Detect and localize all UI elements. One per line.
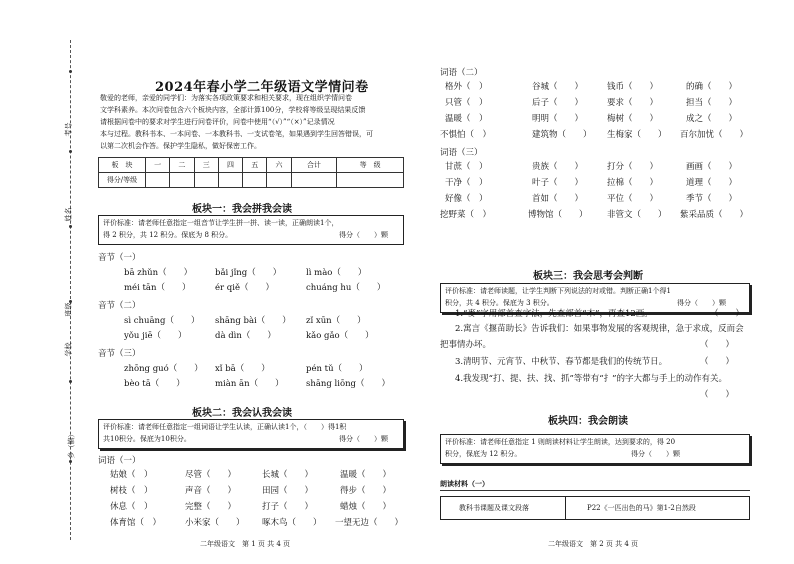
section4-score[interactable]: 得分（ ）颗 [631,450,680,458]
word-item[interactable]: 树枝（ ） [110,486,153,496]
section2-score[interactable]: 得分（ ）颗 [339,435,388,443]
judge-item: 2.寓言《揠苗助长》告诉我们：如果事物发展的客观规律，急于求成，反而会 [455,324,744,334]
word-item[interactable]: 谷城（ ） [532,82,584,92]
word-item[interactable]: 姑娘（ ） [110,470,153,480]
word-item[interactable]: 非管文（ ） [607,210,667,220]
judge-mark[interactable]: （ ） [710,309,745,319]
syllable-item[interactable]: dà dìn（ ） [215,331,276,341]
score-row-label: 得分/等级 [99,173,146,188]
score-header: 五 [243,158,267,173]
word-item[interactable]: 甘蔗（ ） [445,162,488,172]
word-item[interactable]: 后子（ ） [532,98,584,108]
word-item[interactable]: 建筑物（ ） [532,130,592,140]
word-item[interactable]: 画画（ ） [686,162,738,172]
words1-label: 词语（一） [98,456,141,466]
side-label-name: 姓名 [64,207,73,222]
section1-title: 板块一：我会拼我会读 [192,204,292,215]
intro-line: 以第二次机会作答。保护学生隐私，做好保密工作。 [100,142,261,150]
words3-label: 词语（三） [440,148,483,158]
word-item[interactable]: 休息（ ） [110,502,153,512]
reading-source: 教科书课题及课文段落 [459,504,529,512]
word-item[interactable]: 博物馆（ ） [528,210,588,220]
judge-mark[interactable]: （ ） [700,340,735,350]
judge-item-cont: 把事情办坏。 [440,340,492,350]
page-title: 2024年春小学二年级语文学情问卷 [155,80,369,95]
score-header: 板 块 [99,158,146,173]
word-item[interactable]: 叶子（ ） [532,178,584,188]
reading-divider [440,490,750,491]
side-label-school: 学校 [64,342,73,357]
score-header: 一 [146,158,170,173]
word-item[interactable]: 打子（ ） [262,502,314,512]
score-cell[interactable] [243,173,267,188]
judge-item: 4.我发现“打、提、扶、找、抓”等带有“扌”的字大都与手上的动作有关。 [455,374,727,384]
section2-criteria: 评价标准：请老师任意指定一组词语让学生认读，正确认读1个，（ ）得1积 [103,423,347,431]
syllable-item[interactable]: ér qiě（ ） [215,283,274,293]
syllable-label: 音节（一） [98,253,141,263]
word-item[interactable]: 紫采品质（ ） [680,210,749,220]
word-item[interactable]: 田园（ ） [262,486,314,496]
syllable-item[interactable]: xǐ bā（ ） [215,364,270,374]
score-cell[interactable] [337,173,404,188]
syllable-item[interactable]: bā zhǔn（ ） [124,268,193,278]
intro-line: 文学科素养。本次问卷包含六个板块内容，全部计算100分，学校将等级呈现结果反馈 [100,106,366,114]
section3-criteria-2: 积分，共 4 积分。保底为 3 积分。 [445,299,554,307]
word-item[interactable]: 长城（ ） [262,470,314,480]
word-item[interactable]: 挖野菜（ ） [440,210,492,220]
score-cell[interactable] [194,173,218,188]
section1-score[interactable]: 得分（ ）颗 [339,231,388,239]
word-item[interactable]: 不惧怕（ ） [440,130,492,140]
word-item[interactable]: 好像（ ） [445,194,488,204]
score-cell[interactable] [267,173,291,188]
syllable-item[interactable]: shāng bài（ ） [215,316,291,326]
section3-criteria: 评价标准：请老师读题，让学生判断下列说法的对或错。判断正确1个得1 [445,287,671,295]
page-footer-left: 二年级语文 第 1 页 共 4 页 [200,540,291,548]
word-item[interactable]: 生梅家（ ） [607,130,667,140]
word-item[interactable]: 平位（ ） [607,194,659,204]
score-header: 等 级 [337,158,404,173]
syllable-item[interactable]: bǎi jǐng（ ） [215,268,282,278]
word-item[interactable]: 百尔加忧（ ） [680,130,749,140]
word-item[interactable]: 首如（ ） [532,194,584,204]
word-item[interactable]: 只管（ ） [445,98,488,108]
syllable-item[interactable]: shāng liōng（ ） [306,379,390,389]
word-item[interactable]: 钱币（ ） [607,82,659,92]
section2-title: 板块二：我会认我会读 [192,408,292,419]
score-header: 二 [170,158,194,173]
word-item[interactable]: 完整（ ） [185,502,237,512]
score-cell[interactable] [146,173,170,188]
word-item[interactable]: 梅树（ ） [607,114,659,124]
word-item[interactable]: 小米家（ ） [185,518,245,528]
words2-label: 词语（二） [440,68,483,78]
word-item[interactable]: 成之（ ） [686,114,738,124]
word-item[interactable]: 体育馆（ ） [110,518,162,528]
word-item[interactable]: 道理（ ） [686,178,738,188]
score-cell[interactable] [170,173,194,188]
reading-table [440,496,750,520]
section4-criteria-box [440,434,750,464]
word-item[interactable]: 要求（ ） [607,98,659,108]
intro-line: 本与过程。教科书本、一本问卷、一本教科书、一支试卷笔，如果遇到学生回答错误，可 [100,130,373,138]
section3-score[interactable]: 得分（ ）颗 [677,299,726,307]
reading-label: 朗读材料（一） [440,479,489,488]
syllable-item[interactable]: miàn ān（ ） [215,379,284,389]
section4-title: 板块四：我会朗读 [548,416,628,427]
side-label-town: 乡（镇） [67,430,76,459]
score-header: 合计 [291,158,337,173]
section2-criteria-2: 共10积分。保底为10积分。 [103,435,191,443]
score-cell[interactable] [218,173,242,188]
word-item[interactable]: 拉棉（ ） [607,178,659,188]
word-item[interactable]: 打分（ ） [607,162,659,172]
judge-mark[interactable]: （ ） [700,357,735,367]
intro-line: 敬爱的老师，亲爱的同学们：为落实各项政策要求和相关要求，现在组织学情问卷 [100,94,352,102]
syllable-item[interactable]: zǐ xūn（ ） [306,316,366,326]
side-label-exam-no: 考号 [64,122,73,137]
word-item[interactable]: 得步（ ） [340,486,392,496]
section1-criteria-2: 得 2 积分，共 12 积分。保底为 8 积分。 [103,231,233,239]
word-item[interactable]: 啄木鸟（ ） [262,518,322,528]
word-item[interactable]: 明明（ ） [532,114,584,124]
syllable-item[interactable]: sì chuāng（ ） [124,316,200,326]
word-item[interactable]: 季节（ ） [686,194,738,204]
syllable-label: 音节（二） [98,301,141,311]
syllable-label: 音节（三） [98,349,141,359]
judge-item: 3.清明节、元宵节、中秋节、春节都是我们的传统节日。 [455,357,668,367]
section2-criteria-box [98,419,404,449]
score-header: 三 [194,158,218,173]
score-table [98,157,404,188]
word-item[interactable]: 的确（ ） [686,82,738,92]
word-item[interactable]: 蜡烛（ ） [340,502,392,512]
syllable-item[interactable]: méi tān（ ） [124,283,191,293]
word-item[interactable]: 温暖（ ） [340,470,392,480]
section1-criteria-box [98,215,404,245]
word-item[interactable]: 干净（ ） [445,178,488,188]
judge-item: 1.“麥”字用部首查字法，先查部首“木”，再查12画。 [455,309,653,319]
score-cell[interactable] [291,173,337,188]
word-item[interactable]: 声音（ ） [185,486,237,496]
reading-table-divider [565,497,566,519]
word-item[interactable]: 贵族（ ） [532,162,584,172]
syllable-item[interactable]: lì mào（ ） [306,268,367,278]
word-item[interactable]: 格外（ ） [445,82,488,92]
syllable-item[interactable]: bèo tā（ ） [124,379,185,389]
section1-criteria: 评价标准：请老师任意指定一组音节让学生拼一拼、读一读，正确朗读1个， [103,219,339,227]
word-item[interactable]: 担当（ ） [686,98,738,108]
page-footer-right: 二年级语文 第 2 页 共 4 页 [548,540,639,548]
syllable-item[interactable]: zhōng guó（ ） [124,364,203,374]
word-item[interactable]: 尽管（ ） [185,470,237,480]
reading-passage: P22《一匹出色的马》第1-2自然段 [587,504,696,512]
syllable-item[interactable]: chuáng hu（ ） [306,283,386,293]
intro-line: 请根据问卷中的要求对学生进行问卷评价，问卷中使用“（√）”“（×）”记录情况 [100,118,335,126]
score-header: 六 [267,158,291,173]
word-item[interactable]: 一望无边（ ） [335,518,404,528]
syllable-item[interactable]: kǎo gǎo（ ） [306,331,374,341]
section3-title: 板块三：我会思考会判断 [533,271,643,282]
syllable-item[interactable]: pén tǔ（ ） [306,364,368,374]
section4-criteria-2: 积分，保底为 12 积分。 [445,450,522,458]
section4-criteria: 评价标准：请老师任意指定 1 则朗读材料让学生朗读，达到要求的，得 20 [445,438,676,446]
score-header: 四 [218,158,242,173]
side-label-class: 班级 [64,302,73,317]
judge-mark[interactable]: （ ） [700,390,735,400]
syllable-item[interactable]: yǒu jiē（ ） [124,331,187,341]
word-item[interactable]: 温暖（ ） [445,114,488,124]
